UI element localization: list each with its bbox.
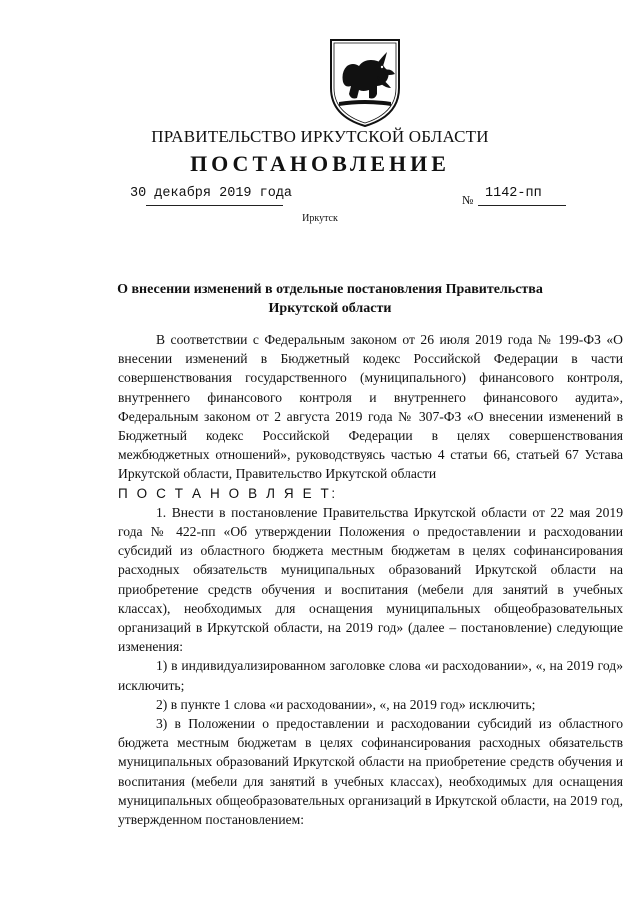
city-name: Иркутск — [302, 213, 338, 224]
preamble-paragraph: В соответствии с Федеральным законом от 26 июля 2019 года № 199-ФЗ «О внесении изменений в Бюджетный кодекс Российской Федерации в части совершенствования государственного (муниципального) финансового контроля, внутреннего финансового контроля и внутреннего финансового аудита», Федеральным законом от 2 августа 2019 года № 307-ФЗ «О внесении изменений в Бюджетный кодекс Российской Федерации в целях совершенствования межбюджетных отношений», руководствуясь частью 4 статьи 66, статьей 67 Устава Иркутской области, Правительство Иркутской области — [118, 332, 623, 482]
number-underline — [478, 205, 566, 206]
document-number: 1142-пп — [485, 186, 542, 201]
government-name: ПРАВИТЕЛЬСТВО ИРКУТСКОЙ ОБЛАСТИ — [151, 127, 489, 146]
coat-of-arms-icon — [325, 36, 405, 130]
document-date: 30 декабря 2019 года — [130, 186, 293, 201]
document-type: ПОСТАНОВЛЕНИЕ — [190, 151, 450, 176]
item-paragraph: 3) в Положении о предоставлении и расходовании субсидий из областного бюджета местным бюджетам в целях софинансирования расходных обязательств муниципальных образований Иркутской области на приобретение средств обучения и воспитания (мебели для занятий в учебных классах), необходимых для оснащения муниципальных общеобразовательных организаций в Иркутской области, на 2019 год, утвержденном постановлением: — [118, 716, 623, 828]
item-paragraph: 1. Внести в постановление Правительства Иркутской области от 22 мая 2019 года № 422-пп «Об утверждении Положения о предоставлении и расходовании субсидий из областного бюджета местным бюджетам в целях софинансирования расходных обязательств муниципальных образований Иркутской области на приобретение средств обучения и воспитания (мебели для занятий в учебных классах), необходимых для оснащения муниципальных общеобразовательных организаций в Иркутской области, на 2019 год» (далее – постановление) следующие изменения: — [118, 504, 623, 655]
date-underline — [146, 205, 283, 206]
resolves-heading: П О С Т А Н О В Л Я Е Т: — [118, 485, 338, 501]
item-paragraph: 1) в индивидуализированном заголовке слова «и расходовании», «, на 2019 год» исключить; — [118, 658, 623, 693]
document-title: О внесении изменений в отдельные постановления Правительства Иркутской области — [117, 282, 543, 316]
document-body — [118, 330, 623, 829]
item-paragraph: 2) в пункте 1 слова «и расходовании», «, на 2019 год» исключить; — [156, 696, 536, 712]
number-sign: № — [462, 193, 474, 207]
